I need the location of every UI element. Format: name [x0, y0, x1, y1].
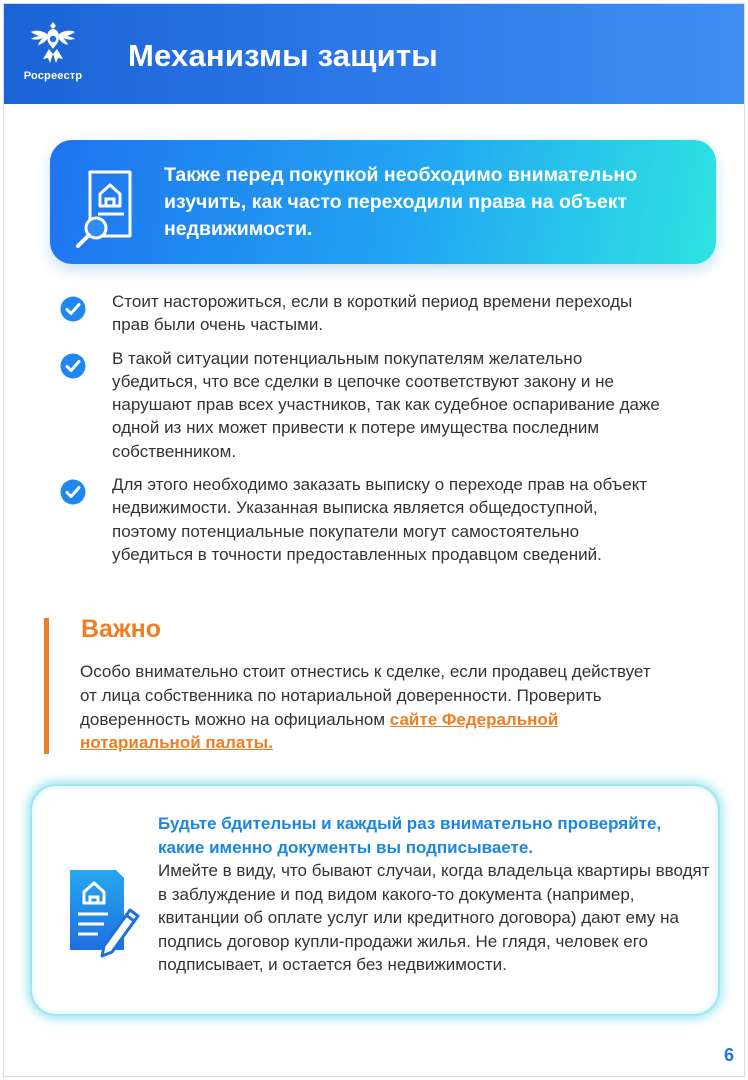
warning-body: Имейте в виду, что бывают случаи, когда владельца квартиры вводят в заблуждение и под видом какого-то документа (например, квитанции об оплате услуг или кредитного договора) дают ему на подпись договор купли-продажи жилья. Не глядя, человек его подписывает, и остается без недвижимости.: [158, 861, 710, 974]
intro-card: [50, 140, 716, 264]
intro-text: Также перед покупкой необходимо внимательно изучить, как часто переходили права на объект недвижимости.: [164, 164, 638, 240]
page-header: [4, 4, 744, 104]
checklist: [60, 290, 660, 566]
double-eagle-emblem-icon: [29, 18, 77, 68]
warning-accent: Будьте бдительны и каждый раз внимательно проверяйте, какие именно документы вы подписываете.: [158, 814, 662, 857]
checkmark-circle-icon: [60, 296, 86, 322]
page-title: Механизмы защиты: [128, 38, 438, 73]
document-signing-icon: [64, 866, 144, 958]
checkmark-circle-icon: [60, 479, 86, 505]
notary-chamber-link[interactable]: сайте Федеральной нотариальной палаты.: [80, 709, 559, 753]
checklist-item-text: Для этого необходимо заказать выписку о переходе прав на объект недвижимости. Указанная выписка является общедоступной, поэтому потенциальные покупатели могут самостоятельно убедиться в точности предоставленных продавцом сведений.: [112, 475, 648, 564]
page-number: 6: [723, 1045, 734, 1065]
warning-card: [30, 784, 720, 1016]
important-note: [44, 615, 684, 754]
rosreestr-logo: [18, 18, 88, 94]
checklist-item-text: В такой ситуации потенциальным покупателям желательно убедиться, что все сделки в цепочке соответствуют закону и не нарушают прав всех участников, так как судебное оспаривание даже одной из них может привести к потере имущества последним собственником.: [112, 348, 660, 461]
checklist-item: [60, 473, 660, 566]
important-body: Особо внимательно стоит отнестись к сделке, если продавец действует от лица собственника по нотариальной доверенности. Проверить доверенность можно на официальном: [80, 662, 651, 729]
logo-label: Росреестр: [23, 70, 83, 82]
checklist-item-text: Стоит насторожиться, если в короткий период времени переходы прав были очень частыми.: [112, 292, 633, 335]
document-search-icon: [74, 166, 146, 248]
checkmark-circle-icon: [60, 353, 86, 379]
important-text: [80, 660, 660, 755]
checklist-item: [60, 290, 660, 337]
important-title: Важно: [81, 615, 162, 643]
warning-text: [158, 812, 710, 977]
checklist-item: [60, 347, 660, 463]
